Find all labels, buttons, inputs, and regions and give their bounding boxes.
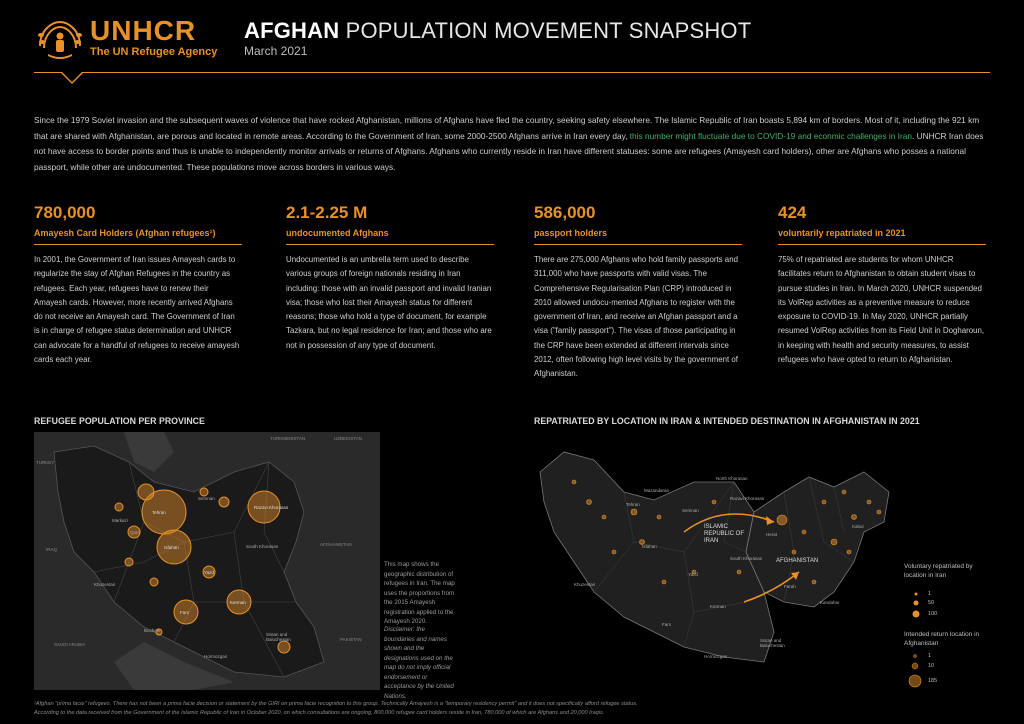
map-label-pakistan: PAKISTAN — [340, 637, 362, 642]
stat-number: 2.1-2.25 M — [286, 203, 368, 222]
stat-label: undocumented Afghans — [286, 228, 494, 245]
map-label-afghanistan: AFGHANISTAN — [320, 542, 352, 547]
map-label-saudi-arabia: SAUDI ARABIA — [54, 642, 86, 647]
map-label-south-khorasan: South Khorasan — [246, 544, 279, 549]
map-label-khuzestan: Khuzestan — [574, 582, 596, 587]
intro-highlight-link[interactable]: this number might fluctuate due to COVID-19 and econmic challenges in Iran — [629, 130, 912, 141]
map-label-kabul: Kabul — [852, 524, 864, 529]
footnote-line-2: According to the data received from the Government of the Islamic Republic of Iran in October 2020, on which consultations are ongoing, 800,000 refugee card holders reside in Iran, 780,000 of which are Afghans and 20,000 Iraqis. — [34, 710, 605, 716]
legend-ret-val-1: 1 — [928, 653, 932, 659]
stat-number: 780,000 — [34, 203, 96, 222]
map-label-south-khorasan: South Khorasan — [730, 556, 763, 561]
map-left-title: REFUGEE POPULATION PER PROVINCE — [34, 416, 205, 426]
stat-number: 424 — [778, 203, 807, 222]
page-title — [244, 18, 751, 44]
page-date: March 2021 — [244, 44, 308, 58]
map-label-north-khorasan: North Khorasan — [716, 476, 748, 481]
map-label-mazandaran: Mazandaran — [644, 488, 670, 493]
title-bold: AFGHAN — [244, 18, 340, 43]
stat-label: passport holders — [534, 228, 742, 245]
map-left-note: This map shows the geographic distribution of refugees in Iran. The map uses the proportions from the 2015 Amayesh registration applied to the Amayesh 2020. — [384, 561, 455, 625]
stat-card-repatriated — [778, 203, 986, 367]
map-label-semnan: Semnan — [198, 496, 215, 501]
map-label-bushehr: Bushehr — [144, 628, 161, 633]
legend-repatriated-title: Voluntary repatriated by location in Iran — [904, 563, 973, 579]
header-divider — [34, 72, 990, 73]
map-label-tehran: Tehran — [152, 510, 166, 515]
map-label-farah: Farah — [784, 584, 796, 589]
legend-return-scale — [906, 652, 966, 692]
intro-text-2: . UNHCR Iran does not have access to border points and thus is unable to independently monitor arrivals or returns of Afghans. Afghans who currently reside in Iran have different statuses: some are refugees (Amayesh card holders), other are Afghans who posses a national passport, while other are undocumented. These populations move across borders in various ways. — [34, 130, 984, 172]
map-left-disclaimer: Disclaimer: the boundaries and names shown and the designations used on the map do not imply official endorsement or acceptance by the United Nations. — [384, 626, 454, 700]
map-label-sistan: Sistan and Baluchestan — [266, 632, 291, 642]
map-label-markazi: Markazi — [112, 518, 128, 523]
map-label-iran: ISLAMIC REPUBLIC OF IRAN — [704, 524, 745, 544]
map-label-yazd: Yazd — [688, 572, 698, 577]
map-label-iraq: IRAQ — [46, 547, 58, 552]
footnote — [34, 700, 994, 718]
map-label-fars: Fars — [662, 622, 671, 627]
map-label-afghanistan: AFGHANISTAN — [776, 558, 819, 564]
title-rest: POPULATION MOVEMENT SNAPSHOT — [339, 18, 752, 43]
footnote-line-1: ¹Afghan "prima facie" refugees. There has not been a prima facie decision or statement by the GIRI on prima facie recognition to this group. Technically Amayesh is a "temporary residency permit" and it does not specifically afford refugee status. — [34, 701, 638, 707]
stat-body: Undocumented is an umbrella term used to describe various groups of foreign nationals residing in Iran including: those with an invalid passport and invalid Iranian visa; those who lost their Amayesh status for different reasons; those who hold a type of document, for example Tazkara, but no legal residence for Iran; and those who are not in possession of any type of document. — [286, 255, 492, 350]
map-label-isfahan: Isfahan — [642, 544, 657, 549]
map-label-semnan: Semnan — [682, 508, 699, 513]
map-label-turkey: TURKEY — [36, 460, 55, 465]
map-label-qom: Qom — [130, 530, 140, 535]
intro-paragraph — [34, 113, 990, 175]
stat-card-amayesh — [34, 203, 242, 367]
refugee-population-map — [34, 432, 380, 690]
map-label-sistan: Sistan and Baluchestan — [760, 638, 785, 648]
map-label-kerman: Kerman — [710, 604, 726, 609]
map-label-khuzestan: Khuzestan — [94, 582, 116, 587]
stat-label: voluntarily repatriated in 2021 — [778, 228, 986, 245]
map-label-uzbekistan: UZBEKISTAN — [334, 436, 362, 441]
stat-body: In 2001, the Government of Iran issues Amayesh cards to regularize the stay of Afghan Refugees in the country as refugees. Each year, refugees have to renew their Amayesh cards. However, more recently arrived Afghans do not receive an Amayesh card. The Government of Iran is in charge of refugee status determination and UNHCR can advocate for a handful of refugees to receive amayesh cards each year. — [34, 255, 240, 365]
map-label-hormozgan: Hormozgan — [704, 654, 728, 659]
map-label-turkmenistan: TURKMENISTAN — [270, 436, 306, 441]
legend-return-title: Intended return location in Afghanistan — [904, 631, 980, 647]
map-label-razavi: Razavi Khorasan — [730, 496, 765, 501]
legend-rep-val-2: 50 — [928, 600, 935, 606]
map-label-razavi: Razavi Khorasan — [254, 505, 289, 510]
stat-number: 586,000 — [534, 203, 596, 222]
logo-wordmark: UNHCR — [90, 15, 197, 46]
stat-card-undocumented — [286, 203, 494, 353]
map-label-isfahan: Isfahan — [164, 545, 179, 550]
legend-ret-val-2: 10 — [928, 663, 935, 669]
repatriation-map — [534, 432, 898, 690]
map-label-herat: Herat — [766, 532, 778, 537]
stat-label: Amayesh Card Holders (Afghan refugees¹) — [34, 228, 242, 245]
legend-rep-val-1: 1 — [928, 591, 932, 597]
legend-rep-val-3: 100 — [928, 611, 938, 617]
map-label-yazd: Yazd — [204, 570, 214, 575]
header-notch-inner — [62, 72, 82, 82]
stat-card-passport — [534, 203, 742, 382]
logo-tagline: The UN Refugee Agency — [90, 46, 218, 58]
map-label-kerman: Kerman — [230, 600, 246, 605]
legend-repatriated-scale — [910, 590, 970, 620]
map-label-tehran: Tehran — [626, 502, 640, 507]
legend-ret-val-3: 185 — [928, 678, 938, 684]
stat-body: There are 275,000 Afghans who hold family passports and 311,000 who have passports with valid visas. The Comprehensive Regularisation Plan (CRP) introduced in 2010 allowed undocu-mented Afghans to register with the government of Iran, and receive an Afghan passport and a visa ("family passport"). The visas of those participating in the CRP have been extended at different intervals since 2012, often following high level visits by the government of Afghanistan. — [534, 255, 738, 379]
map-label-fars: Fars — [180, 610, 189, 615]
map-right-title: REPATRIATED BY LOCATION IN IRAN & INTENDED DESTINATION IN AFGHANISTAN IN 2021 — [534, 416, 920, 426]
stat-body: 75% of repatriated are students for whom UNHCR facilitates return to Afghanistan to obtain student visas to pursue studies in Iran. In March 2020, UNHCR suspended its VolRep activities as a preventive measure to reduce exposure to COVID-19. In May 2020, UNHCR partially resumed VolRep activities from its Field Unit in Dogharoun, in keeping with health and security measures, to assist refugees who have opted to return to Afghanistan. — [778, 255, 985, 365]
intro-text-1: Since the 1979 Soviet invasion and the subsequent waves of violence that have rocked Afghanistan, millions of Afghans have fled the country, seeking safety elsewhere. The Islamic Republic of Iran boasts 5,894 km of borders. Most of it, including the 921 km that are shared with Afghanistan, are porous and located in remote areas. According to the Government of Iran, some 2000-2500 Afghans arrive in Iran every day, — [34, 115, 980, 141]
unhcr-emblem-icon — [34, 16, 86, 60]
map-label-kandahar: Kandahar — [820, 600, 840, 605]
map-label-hormozgan: Hormozgan — [204, 654, 228, 659]
